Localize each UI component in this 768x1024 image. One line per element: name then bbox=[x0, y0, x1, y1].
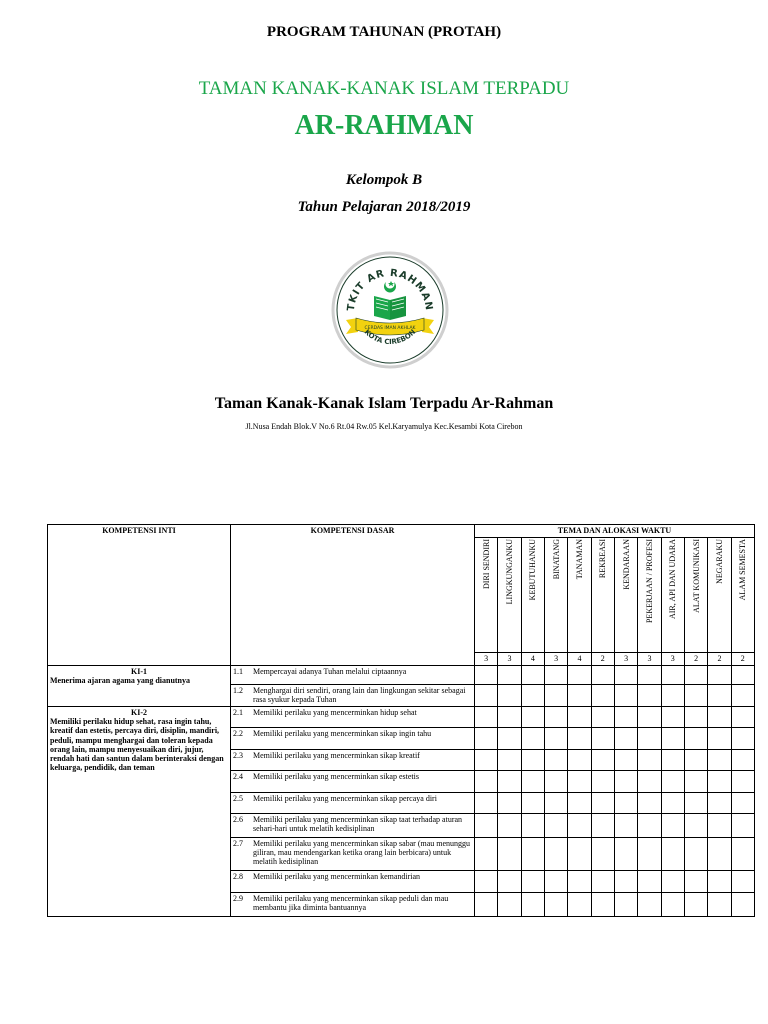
allocation-cell bbox=[544, 838, 567, 871]
kd-number: 2.1 bbox=[233, 708, 243, 717]
allocation-cell bbox=[731, 728, 754, 750]
header-tema: TEMA DAN ALOKASI WAKTU bbox=[475, 525, 755, 538]
allocation-cell bbox=[731, 893, 754, 917]
allocation-cell bbox=[498, 814, 521, 838]
kd-number: 2.8 bbox=[233, 872, 243, 881]
allocation-cell bbox=[544, 893, 567, 917]
theme-allocation: 3 bbox=[475, 653, 498, 666]
kd-cell bbox=[231, 707, 475, 728]
allocation-cell bbox=[684, 728, 707, 750]
program-table bbox=[47, 524, 755, 917]
allocation-cell bbox=[708, 685, 731, 707]
theme-label: LINGKUNGANKU bbox=[504, 539, 514, 605]
school-year: Tahun Pelajaran 2018/2019 bbox=[297, 199, 471, 215]
allocation-cell bbox=[544, 771, 567, 793]
allocation-cell bbox=[638, 871, 661, 893]
allocation-cell bbox=[568, 728, 591, 750]
theme-allocation: 3 bbox=[498, 653, 521, 666]
theme-allocation: 3 bbox=[544, 653, 567, 666]
theme-header bbox=[521, 538, 544, 653]
kd-text: Memiliki perilaku yang mencerminkan kemandirian bbox=[253, 872, 421, 881]
allocation-cell bbox=[661, 728, 684, 750]
theme-label: REKREASI bbox=[598, 539, 608, 579]
allocation-cell bbox=[475, 814, 498, 838]
allocation-cell bbox=[568, 814, 591, 838]
ki-code: KI-1 bbox=[131, 667, 147, 676]
theme-label: TANAMAN bbox=[574, 539, 584, 580]
allocation-cell bbox=[684, 666, 707, 685]
allocation-cell bbox=[498, 893, 521, 917]
allocation-cell bbox=[591, 893, 614, 917]
allocation-cell bbox=[521, 871, 544, 893]
allocation-cell bbox=[614, 838, 637, 871]
allocation-cell bbox=[684, 750, 707, 771]
kd-text: Memiliki perilaku yang mencerminkan hidup sehat bbox=[253, 708, 417, 717]
kd-number: 2.3 bbox=[233, 751, 243, 760]
allocation-cell bbox=[614, 871, 637, 893]
allocation-cell bbox=[638, 707, 661, 728]
allocation-cell bbox=[708, 838, 731, 871]
allocation-cell bbox=[544, 707, 567, 728]
allocation-cell bbox=[568, 750, 591, 771]
kd-cell bbox=[231, 793, 475, 814]
allocation-cell bbox=[568, 771, 591, 793]
allocation-cell bbox=[731, 707, 754, 728]
allocation-cell bbox=[591, 728, 614, 750]
allocation-cell bbox=[731, 666, 754, 685]
allocation-cell bbox=[498, 750, 521, 771]
kd-number: 1.2 bbox=[233, 686, 243, 695]
kd-cell bbox=[231, 838, 475, 871]
group-label: Kelompok B bbox=[345, 172, 423, 188]
kd-text: Menghargai diri sendiri, orang lain dan lingkungan sekitar sebagai rasa syukur kepada Tuhan bbox=[253, 686, 466, 705]
theme-allocation: 2 bbox=[684, 653, 707, 666]
logo-banner-text: CERDAS IMAN AKHLAK bbox=[364, 326, 416, 331]
allocation-cell bbox=[731, 685, 754, 707]
allocation-cell bbox=[521, 707, 544, 728]
school-address: Jl.Nusa Endah Blok.V No.6 Rt.04 Rw.05 Kel.Karyamulya Kec.Kesambi Kota Cirebon bbox=[245, 422, 523, 431]
allocation-cell bbox=[614, 666, 637, 685]
logo-top-text: TKIT AR RAHMAN bbox=[345, 267, 435, 312]
allocation-cell bbox=[661, 793, 684, 814]
allocation-cell bbox=[708, 666, 731, 685]
allocation-cell bbox=[544, 750, 567, 771]
theme-header bbox=[498, 538, 521, 653]
allocation-cell bbox=[475, 728, 498, 750]
kd-text: Memiliki perilaku yang mencerminkan sikap ingin tahu bbox=[253, 729, 432, 738]
theme-label: DIRI SENDIRI bbox=[481, 539, 491, 589]
theme-header bbox=[684, 538, 707, 653]
allocation-cell bbox=[521, 893, 544, 917]
ki-description: Menerima ajaran agama yang dianutnya bbox=[50, 676, 190, 686]
kd-number: 2.4 bbox=[233, 772, 243, 781]
header-kompetensi-inti: KOMPETENSI INTI bbox=[48, 525, 231, 666]
kd-cell bbox=[231, 666, 475, 685]
allocation-cell bbox=[591, 814, 614, 838]
theme-label: ALAM SEMESTA bbox=[738, 539, 748, 601]
allocation-cell bbox=[521, 814, 544, 838]
allocation-cell bbox=[475, 666, 498, 685]
allocation-cell bbox=[498, 771, 521, 793]
kd-text: Memiliki perilaku yang mencerminkan sikap kreatif bbox=[253, 751, 420, 760]
allocation-cell bbox=[661, 871, 684, 893]
allocation-cell bbox=[614, 771, 637, 793]
allocation-cell bbox=[498, 685, 521, 707]
kd-number: 2.9 bbox=[233, 894, 243, 903]
allocation-cell bbox=[708, 728, 731, 750]
theme-allocation: 4 bbox=[521, 653, 544, 666]
theme-header bbox=[731, 538, 754, 653]
allocation-cell bbox=[661, 893, 684, 917]
allocation-cell bbox=[638, 771, 661, 793]
allocation-cell bbox=[684, 707, 707, 728]
allocation-cell bbox=[498, 838, 521, 871]
allocation-cell bbox=[498, 666, 521, 685]
header-kompetensi-dasar: KOMPETENSI DASAR bbox=[231, 525, 475, 666]
allocation-cell bbox=[568, 838, 591, 871]
theme-header bbox=[708, 538, 731, 653]
kd-text: Mempercayai adanya Tuhan melalui ciptaannya bbox=[253, 667, 407, 676]
allocation-cell bbox=[568, 793, 591, 814]
theme-allocation: 3 bbox=[614, 653, 637, 666]
allocation-cell bbox=[521, 793, 544, 814]
allocation-cell bbox=[638, 793, 661, 814]
allocation-cell bbox=[521, 750, 544, 771]
allocation-cell bbox=[568, 893, 591, 917]
allocation-cell bbox=[475, 893, 498, 917]
theme-label: KENDARAAN bbox=[621, 539, 631, 590]
table-row bbox=[48, 666, 755, 685]
allocation-cell bbox=[638, 728, 661, 750]
allocation-cell bbox=[661, 771, 684, 793]
theme-header bbox=[591, 538, 614, 653]
allocation-cell bbox=[638, 666, 661, 685]
allocation-cell bbox=[731, 750, 754, 771]
kd-number: 2.5 bbox=[233, 794, 243, 803]
school-name-line1: TAMAN KANAK-KANAK ISLAM TERPADU bbox=[198, 78, 570, 99]
allocation-cell bbox=[614, 707, 637, 728]
allocation-cell bbox=[661, 707, 684, 728]
theme-allocation: 2 bbox=[708, 653, 731, 666]
theme-header bbox=[544, 538, 567, 653]
allocation-cell bbox=[684, 893, 707, 917]
school-logo bbox=[330, 248, 450, 372]
allocation-cell bbox=[521, 838, 544, 871]
kd-number: 2.2 bbox=[233, 729, 243, 738]
theme-allocation: 2 bbox=[731, 653, 754, 666]
theme-label: BINATANG bbox=[551, 539, 561, 580]
allocation-cell bbox=[638, 814, 661, 838]
allocation-cell bbox=[521, 666, 544, 685]
ki-cell bbox=[48, 707, 231, 917]
allocation-cell bbox=[498, 728, 521, 750]
allocation-cell bbox=[708, 871, 731, 893]
allocation-cell bbox=[638, 685, 661, 707]
allocation-cell bbox=[544, 685, 567, 707]
kd-cell bbox=[231, 728, 475, 750]
allocation-cell bbox=[591, 750, 614, 771]
allocation-cell bbox=[684, 771, 707, 793]
theme-header bbox=[614, 538, 637, 653]
allocation-cell bbox=[614, 814, 637, 838]
document-title: PROGRAM TAHUNAN (PROTAH) bbox=[266, 24, 502, 40]
allocation-cell bbox=[731, 793, 754, 814]
theme-header bbox=[638, 538, 661, 653]
allocation-cell bbox=[521, 685, 544, 707]
allocation-cell bbox=[475, 707, 498, 728]
kd-text: Memiliki perilaku yang mencerminkan sikap peduli dan mau membantu jika diminta bantuannya bbox=[253, 894, 449, 913]
allocation-cell bbox=[591, 707, 614, 728]
logo-bottom-text: KOTA CIREBON bbox=[362, 327, 418, 347]
theme-label: NEGARAKU bbox=[714, 539, 724, 584]
allocation-cell bbox=[661, 814, 684, 838]
allocation-cell bbox=[475, 838, 498, 871]
ki-cell bbox=[48, 666, 231, 707]
allocation-cell bbox=[568, 871, 591, 893]
allocation-cell bbox=[638, 893, 661, 917]
theme-label: PEKERJAAN / PROFESI bbox=[644, 539, 654, 624]
allocation-cell bbox=[684, 838, 707, 871]
allocation-cell bbox=[614, 793, 637, 814]
kd-text: Memiliki perilaku yang mencerminkan sikap percaya diri bbox=[253, 794, 437, 803]
theme-label: AIR, API DAN UDARA bbox=[668, 539, 678, 620]
ki-code: KI-2 bbox=[131, 708, 147, 717]
kd-number: 2.7 bbox=[233, 839, 243, 848]
allocation-cell bbox=[591, 838, 614, 871]
allocation-cell bbox=[544, 871, 567, 893]
allocation-cell bbox=[731, 771, 754, 793]
kd-cell bbox=[231, 685, 475, 707]
kd-cell bbox=[231, 871, 475, 893]
allocation-cell bbox=[684, 814, 707, 838]
allocation-cell bbox=[475, 750, 498, 771]
allocation-cell bbox=[661, 685, 684, 707]
kd-number: 2.6 bbox=[233, 815, 243, 824]
allocation-cell bbox=[661, 750, 684, 771]
theme-allocation: 4 bbox=[568, 653, 591, 666]
theme-label: ALAT KOMUNIKASI bbox=[691, 539, 701, 613]
allocation-cell bbox=[544, 814, 567, 838]
allocation-cell bbox=[684, 685, 707, 707]
ki-description: Memiliki perilaku hidup sehat, rasa ingin tahu, kreatif dan estetis, percaya diri, disiplin, mandiri, peduli, mampu menghargai dan toleran kepada orang lain, mampu menyesuaikan diri, jujur, rendah hati dan santun dalam berinteraksi dengan keluarga, pendidik, dan teman bbox=[50, 717, 224, 773]
allocation-cell bbox=[475, 793, 498, 814]
allocation-cell bbox=[614, 685, 637, 707]
allocation-cell bbox=[591, 871, 614, 893]
allocation-cell bbox=[591, 666, 614, 685]
allocation-cell bbox=[568, 685, 591, 707]
allocation-cell bbox=[731, 871, 754, 893]
kd-text: Memiliki perilaku yang mencerminkan sikap estetis bbox=[253, 772, 419, 781]
allocation-cell bbox=[638, 838, 661, 871]
allocation-cell bbox=[684, 793, 707, 814]
kd-cell bbox=[231, 750, 475, 771]
theme-header bbox=[475, 538, 498, 653]
allocation-cell bbox=[568, 707, 591, 728]
allocation-cell bbox=[614, 893, 637, 917]
allocation-cell bbox=[708, 893, 731, 917]
kd-text: Memiliki perilaku yang mencerminkan sikap sabar (mau menunggu giliran, mau mendengarkan ketika orang lain berbicara) untuk melatih kedisiplinan bbox=[253, 839, 471, 867]
allocation-cell bbox=[661, 838, 684, 871]
theme-header bbox=[568, 538, 591, 653]
allocation-cell bbox=[591, 793, 614, 814]
kd-text: Memiliki perilaku yang mencerminkan sikap taat terhadap aturan sehari-hari untuk melatih kedisiplinan bbox=[253, 815, 463, 834]
theme-allocation: 2 bbox=[591, 653, 614, 666]
allocation-cell bbox=[475, 685, 498, 707]
allocation-cell bbox=[708, 771, 731, 793]
allocation-cell bbox=[544, 728, 567, 750]
table-row bbox=[48, 707, 755, 728]
allocation-cell bbox=[708, 707, 731, 728]
kd-cell bbox=[231, 771, 475, 793]
allocation-cell bbox=[568, 666, 591, 685]
allocation-cell bbox=[498, 871, 521, 893]
kd-cell bbox=[231, 893, 475, 917]
allocation-cell bbox=[544, 666, 567, 685]
allocation-cell bbox=[544, 793, 567, 814]
theme-allocation: 3 bbox=[661, 653, 684, 666]
allocation-cell bbox=[591, 771, 614, 793]
allocation-cell bbox=[708, 750, 731, 771]
allocation-cell bbox=[614, 728, 637, 750]
allocation-cell bbox=[521, 771, 544, 793]
theme-label: KEBUTUHANKU bbox=[528, 539, 538, 601]
allocation-cell bbox=[591, 685, 614, 707]
allocation-cell bbox=[521, 728, 544, 750]
theme-header bbox=[661, 538, 684, 653]
allocation-cell bbox=[475, 771, 498, 793]
school-full-name: Taman Kanak-Kanak Islam Terpadu Ar-Rahman bbox=[214, 395, 554, 412]
allocation-cell bbox=[614, 750, 637, 771]
allocation-cell bbox=[708, 814, 731, 838]
school-name-line2: AR-RAHMAN bbox=[294, 110, 474, 141]
allocation-cell bbox=[661, 666, 684, 685]
allocation-cell bbox=[731, 814, 754, 838]
theme-allocation: 3 bbox=[638, 653, 661, 666]
kd-number: 1.1 bbox=[233, 667, 243, 676]
allocation-cell bbox=[498, 793, 521, 814]
allocation-cell bbox=[708, 793, 731, 814]
allocation-cell bbox=[731, 838, 754, 871]
allocation-cell bbox=[684, 871, 707, 893]
allocation-cell bbox=[498, 707, 521, 728]
allocation-cell bbox=[638, 750, 661, 771]
kd-cell bbox=[231, 814, 475, 838]
allocation-cell bbox=[475, 871, 498, 893]
